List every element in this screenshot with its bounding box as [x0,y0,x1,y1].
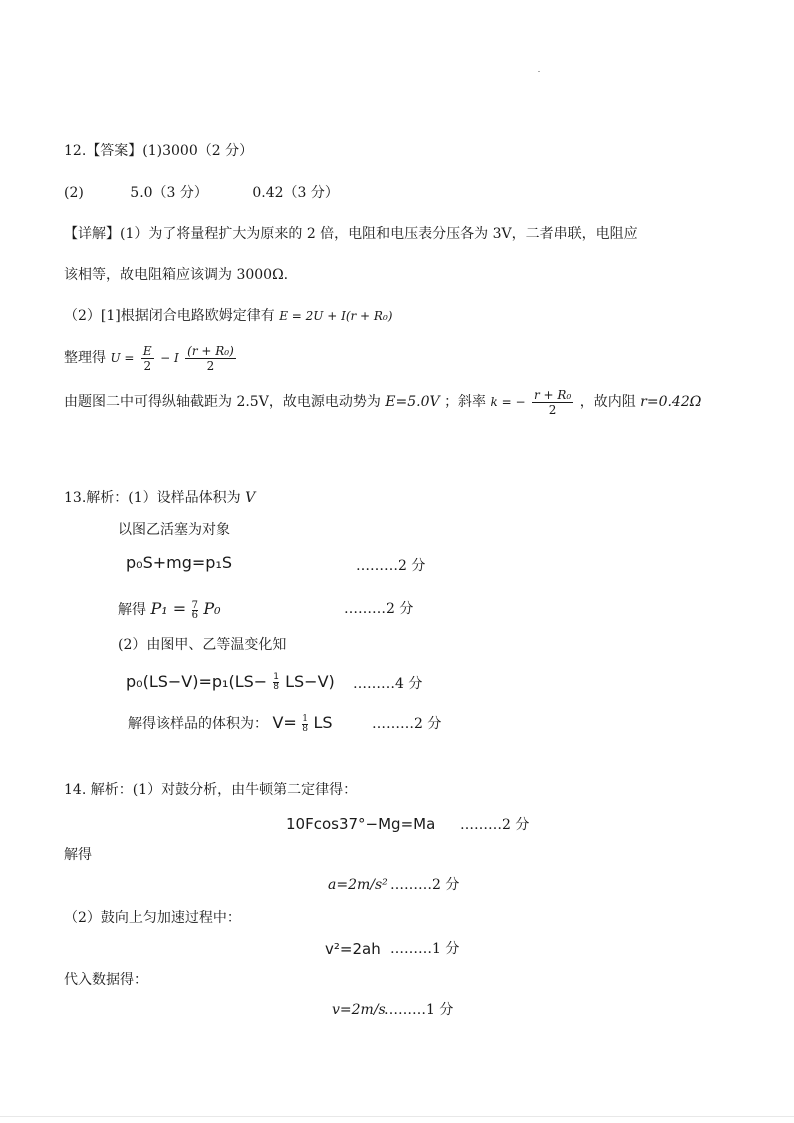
q13-eq2-line [118,597,221,622]
q12-detail-line2: 该相等，故电阻箱应该调为 3000Ω. [64,267,289,283]
q13-eq4-b: LS [313,713,333,732]
q12-eq-minus-I: − I [160,351,179,365]
q13-eq2-num: 7 [191,599,198,611]
q12-result-text2: ；斜率 [444,394,487,410]
q13-eq3-num: 1 [273,672,279,682]
q13-eq2-rhs: P₀ [203,599,221,618]
q14-solve-text: 解得 [64,847,92,863]
q12-eq-rR0: (r + R₀) [187,343,234,358]
scan-speck [538,71,540,72]
q13-eq3-b: LS−V) [285,672,335,691]
bottom-edge-line [0,1116,794,1117]
q13-eq4-line [128,711,333,736]
q12-slope-k: k = − [490,395,526,409]
q12-eq-den-2b: 2 [206,358,215,373]
q13-eq3-fraction [273,673,279,692]
q12-arranged-text: 整理得 [64,350,106,366]
q13-eq3-a: p₀(LS−V)=p₁(LS− [126,672,268,691]
q12-slope-numerator: r + R₀ [533,387,572,402]
q13-eq3-line [126,670,335,694]
q13-eq2-den: 6 [191,609,198,621]
q12-result-text1: 由题图二中可得纵轴截距为 2.5V，故电源电动势为 [64,394,381,410]
q13-eq3-score: ………4 分 [353,676,423,692]
q12-slope-denominator: 2 [548,402,557,417]
q13-eq4-a: V= [272,713,297,732]
q13-heading-V: V [245,490,256,506]
q12-result-r: r=0.42Ω [640,394,702,410]
q14-eq3-score: ………1 分 [390,941,460,957]
q12-eq-rR0-over-2 [185,344,236,373]
q14-eq3: v²=2ah [325,940,381,958]
q13-eq4-fraction [302,715,308,734]
q12-ohm-law-text: （2）[1]根据闭合电路欧姆定律有 [64,308,275,324]
q12-arranged-equation-line [64,343,238,373]
q12-eq-U: U = [110,351,135,365]
q12-eq-den-2a: 2 [143,358,152,373]
q13-eq1: p₀S+mg=p₁S [126,553,233,572]
q12-part2-label: (2) [64,185,84,201]
q13-eq4-score: ………2 分 [372,716,442,732]
q13-eq3-den: 8 [273,682,279,692]
q12-eq-E: E [142,343,152,358]
q13-eq4-prefix: 解得该样品的体积为： [128,716,268,732]
q12-ohm-law-equation: E = 2U + I(r + R₀) [279,309,393,323]
q14-heading: 14. 解析：(1）对鼓分析，由牛顿第二定律得： [64,782,358,798]
q12-result-line [64,387,701,417]
q12-detail-line1: 【详解】(1）为了将量程扩大为原来的 2 倍，电阻和电压表分压各为 3V，二者串联，电阻应 [64,226,638,242]
q14-part2-text: （2）鼓向上匀加速过程中： [64,910,241,926]
q12-answer-emf: 5.0（3 分） [130,185,208,201]
q13-eq2-score: ………2 分 [344,601,414,617]
q13-eq4-num: 1 [302,713,308,724]
q13-line1: 以图乙活塞为对象 [118,522,230,538]
q14-eq4-score: ………1 分 [384,1002,454,1018]
q13-line3: (2）由图甲、乙等温变化知 [118,637,287,653]
q12-answer-resistance: 0.42（3 分） [252,185,339,201]
q14-substitute-text: 代入数据得： [64,972,148,988]
q12-slope-fraction [532,388,573,417]
q14-eq4: v=2m/s [332,1002,386,1018]
q14-eq1-score: ………2 分 [460,817,530,833]
q13-heading-text: 13.解析：(1）设样品体积为 [64,490,241,506]
q13-eq2-lhs: P₁ = [150,599,187,618]
q13-eq2-fraction [192,601,198,620]
q12-result-text3: ，故内阻 [579,394,636,410]
q13-heading [64,488,255,508]
q12-ohm-law-line [64,306,392,326]
q13-eq1-score: ………2 分 [356,558,426,574]
q14-eq1: 10Fcos37°−Mg=Ma [286,815,436,833]
q14-eq2: a=2m/s² [328,877,388,893]
q12-result-emf: E=5.0V [385,394,440,410]
q13-eq2-prefix: 解得 [118,602,146,618]
q12-eq-E-over-2 [141,344,154,373]
q13-eq4-den: 8 [302,723,308,734]
q14-eq2-score: ………2 分 [390,877,460,893]
q12-part2-answers [64,183,339,203]
q12-heading: 12.【答案】(1)3000（2 分） [64,143,254,159]
